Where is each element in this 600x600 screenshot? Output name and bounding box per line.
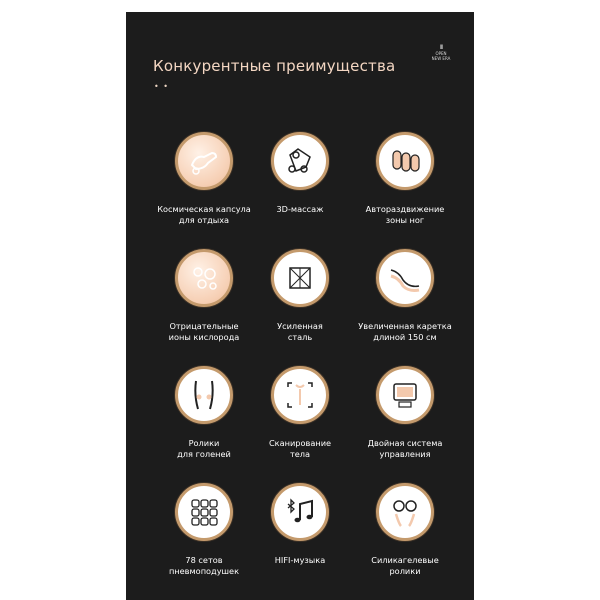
feature-label: [350, 321, 460, 343]
feature-body-scan: [245, 366, 355, 460]
feature-space-capsule: [149, 132, 259, 226]
body-scan-icon: [271, 366, 329, 424]
feature-label-line1: HIFI-музыка: [274, 555, 326, 565]
decorative-dots: • •: [154, 82, 169, 91]
feature-label-line1: Двойная система: [367, 438, 443, 448]
feature-label: [149, 204, 259, 226]
feature-label-line2: зоны ног: [385, 215, 425, 225]
feature-label-line1: 78 сетов: [185, 555, 223, 565]
feature-label-line2: сталь: [287, 332, 313, 342]
feature-negative-ions: [149, 249, 259, 343]
feature-label-line1: Силикагелевые: [371, 555, 439, 565]
feature-airbags: [149, 483, 259, 577]
feature-label-line2: пневмоподушек: [168, 566, 240, 576]
3d-massage-icon: [271, 132, 329, 190]
feature-label: [245, 438, 355, 460]
massage-chair-icon: [175, 132, 233, 190]
feature-label: [350, 438, 460, 460]
feature-label-line2: ролики: [389, 566, 421, 576]
feature-label-line2: ионы кислорода: [168, 332, 240, 342]
feature-label: [245, 321, 355, 343]
bluetooth-music-icon: [271, 483, 329, 541]
dual-control-icon: [376, 366, 434, 424]
airbags-icon: [175, 483, 233, 541]
feature-3d-massage: [245, 132, 355, 215]
feature-label: [350, 204, 460, 226]
feature-label: [149, 555, 259, 577]
feature-label-line1: Ролики: [188, 438, 220, 448]
feature-label-line1: Увеличенная каретка: [358, 321, 452, 331]
feature-label-line2: тела: [289, 449, 311, 459]
feature-label: [245, 555, 355, 566]
feature-label-line2: для отдыха: [178, 215, 230, 225]
feature-reinforced-steel: [245, 249, 355, 343]
feature-hifi-music: [245, 483, 355, 566]
feature-extended-carriage: [350, 249, 460, 343]
brand-logo: [426, 44, 456, 61]
feature-label-line1: Сканирование: [268, 438, 332, 448]
page-title: Конкурентные преимущества: [153, 57, 396, 75]
features-panel: [126, 12, 474, 600]
feature-label-line2: длиной 150 см: [373, 332, 437, 342]
feature-label-line2: управления: [379, 449, 431, 459]
feature-label-line1: Автораздвижение: [365, 204, 445, 214]
feature-calf-rollers: [149, 366, 259, 460]
feature-label: [149, 438, 259, 460]
feature-label: [149, 321, 259, 343]
leg-rest-extension-icon: [376, 132, 434, 190]
negative-ions-icon: [175, 249, 233, 307]
feature-label-line2: для голеней: [177, 449, 231, 459]
calf-rollers-icon: [175, 366, 233, 424]
feature-label-line1: Усиленная: [277, 321, 323, 331]
brand-bars: III: [439, 44, 443, 51]
feature-label-line1: 3D-массаж: [276, 204, 324, 214]
steel-frame-icon: [271, 249, 329, 307]
feature-label-line1: Космическая капсула: [157, 204, 251, 214]
feature-label: [245, 204, 355, 215]
feature-label: [350, 555, 460, 577]
silica-gel-rollers-icon: [376, 483, 434, 541]
brand-line1: OPEN: [435, 51, 447, 56]
extended-track-icon: [376, 249, 434, 307]
feature-dual-control: [350, 366, 460, 460]
feature-leg-extension: [350, 132, 460, 226]
feature-label-line1: Отрицательные: [169, 321, 239, 331]
feature-silica-rollers: [350, 483, 460, 577]
brand-line2: NEW ERA: [431, 56, 451, 61]
